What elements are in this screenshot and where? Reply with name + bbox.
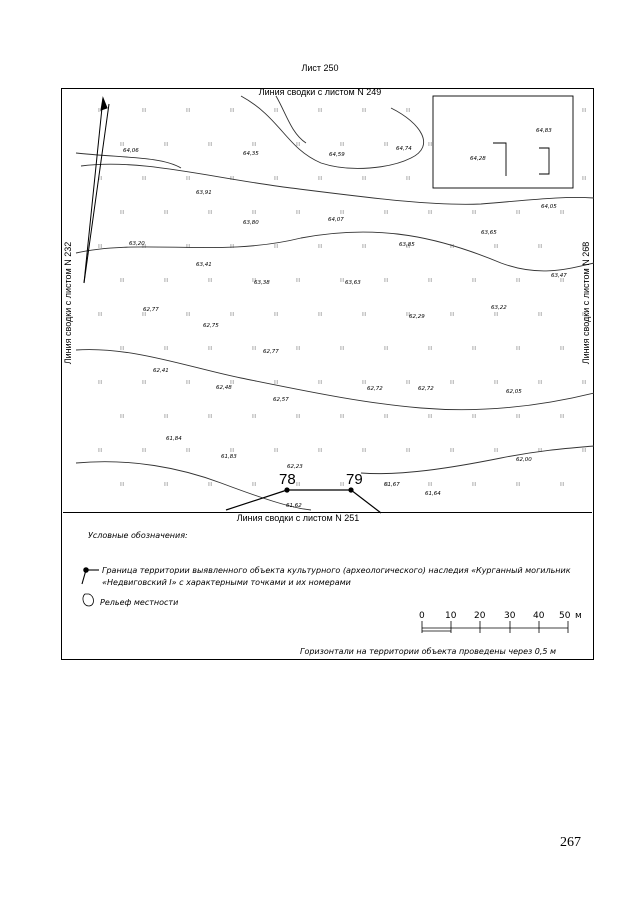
relief-hatching [99,108,585,486]
contour-line [361,446,594,474]
legend-heading: Условные обозначения: [88,531,188,540]
relief-icon [83,594,94,606]
elevation-label: 63,85 [399,242,415,248]
boundary-point-79 [348,487,353,492]
elevation-label: 62,41 [153,368,169,374]
elevation-label: 64,28 [470,156,486,162]
scale-unit: м [575,611,582,621]
elevation-label: 63,91 [196,190,212,196]
elevation-label: 64,05 [541,204,557,210]
legend-divider [63,512,592,513]
elevation-label: 64,35 [243,151,259,157]
elevation-label: 61,67 [384,482,400,488]
elevation-label: 62,23 [287,464,303,470]
scale-tick-label: 50 [559,611,571,621]
elevation-label: 63,80 [243,220,259,226]
scale-tick-label: 0 [419,611,425,621]
elevation-label: 62,72 [418,386,434,392]
elevation-label: 63,22 [491,305,507,311]
elevation-label: 61,83 [221,454,237,460]
elevation-label: 61,62 [286,503,302,509]
elevation-label: 62,48 [216,385,232,391]
sheet-title: Лист 250 [301,63,339,73]
join-line-right: Линия сводки с листом N 268 [581,241,591,365]
boundary-point-label: 78 [279,471,296,488]
elevation-label: 63,41 [196,262,212,268]
scale-bar [422,621,568,633]
elevation-label: 63,65 [481,230,497,236]
scale-tick-label: 20 [474,611,486,621]
boundary-point-label: 79 [346,471,363,488]
elevation-label: 62,29 [409,314,425,320]
scale-tick-label: 30 [504,611,516,621]
elevation-label: 64,59 [329,152,345,158]
elevation-label: 61,64 [425,491,441,497]
contour-interval-note: Горизонтали на территории объекта проведены через 0,5 м [300,647,557,656]
elevation-label: 64,06 [123,148,139,154]
scale-ticks [419,611,582,621]
elevation-label: 63,20 [129,241,145,247]
elevation-labels [123,128,567,509]
contour-line [76,350,594,410]
elevation-label: 64,07 [328,217,344,223]
contour-line [276,96,306,143]
elevation-label: 63,47 [551,273,567,279]
contour-lines [76,96,594,510]
elevation-label: 63,63 [345,280,361,286]
legend-boundary-symbol [82,568,99,584]
contour-line [76,462,311,510]
elevation-label: 62,72 [367,386,383,392]
elevation-label: 64,74 [396,146,412,152]
elevation-label: 64,83 [536,128,552,134]
legend-boundary-text: Граница территории выявленного объекта культурного (археологического) наследия «Курганный могильник «Недвиговский I» с характерными точками и их номерами [102,566,571,587]
elevation-label: 62,77 [263,349,279,355]
elevation-label: 63,38 [254,280,270,286]
boundary-point-78 [284,487,289,492]
join-line-top: Линия сводки с листом N 249 [258,87,382,97]
join-line-left: Линия сводки с листом N 232 [63,241,73,365]
object-boundary [226,471,381,513]
elevation-label: 62,05 [506,389,522,395]
elevation-label: 62,77 [143,307,159,313]
elevation-label: 62,57 [273,397,289,403]
inset-box [433,96,573,188]
legend-relief-text: Рельеф местности [100,598,179,607]
contour-line [76,232,594,271]
join-line-bottom: Линия сводки с листом N 251 [236,513,360,523]
page-number: 267 [560,835,581,850]
elevation-label: 62,75 [203,323,219,329]
elevation-label: 62,00 [516,457,532,463]
contour-line [81,164,594,204]
scale-tick-label: 10 [445,611,457,621]
elevation-label: 61,84 [166,436,182,442]
north-arrow-icon [84,98,109,283]
scale-tick-label: 40 [533,611,545,621]
contour-line [76,153,181,168]
